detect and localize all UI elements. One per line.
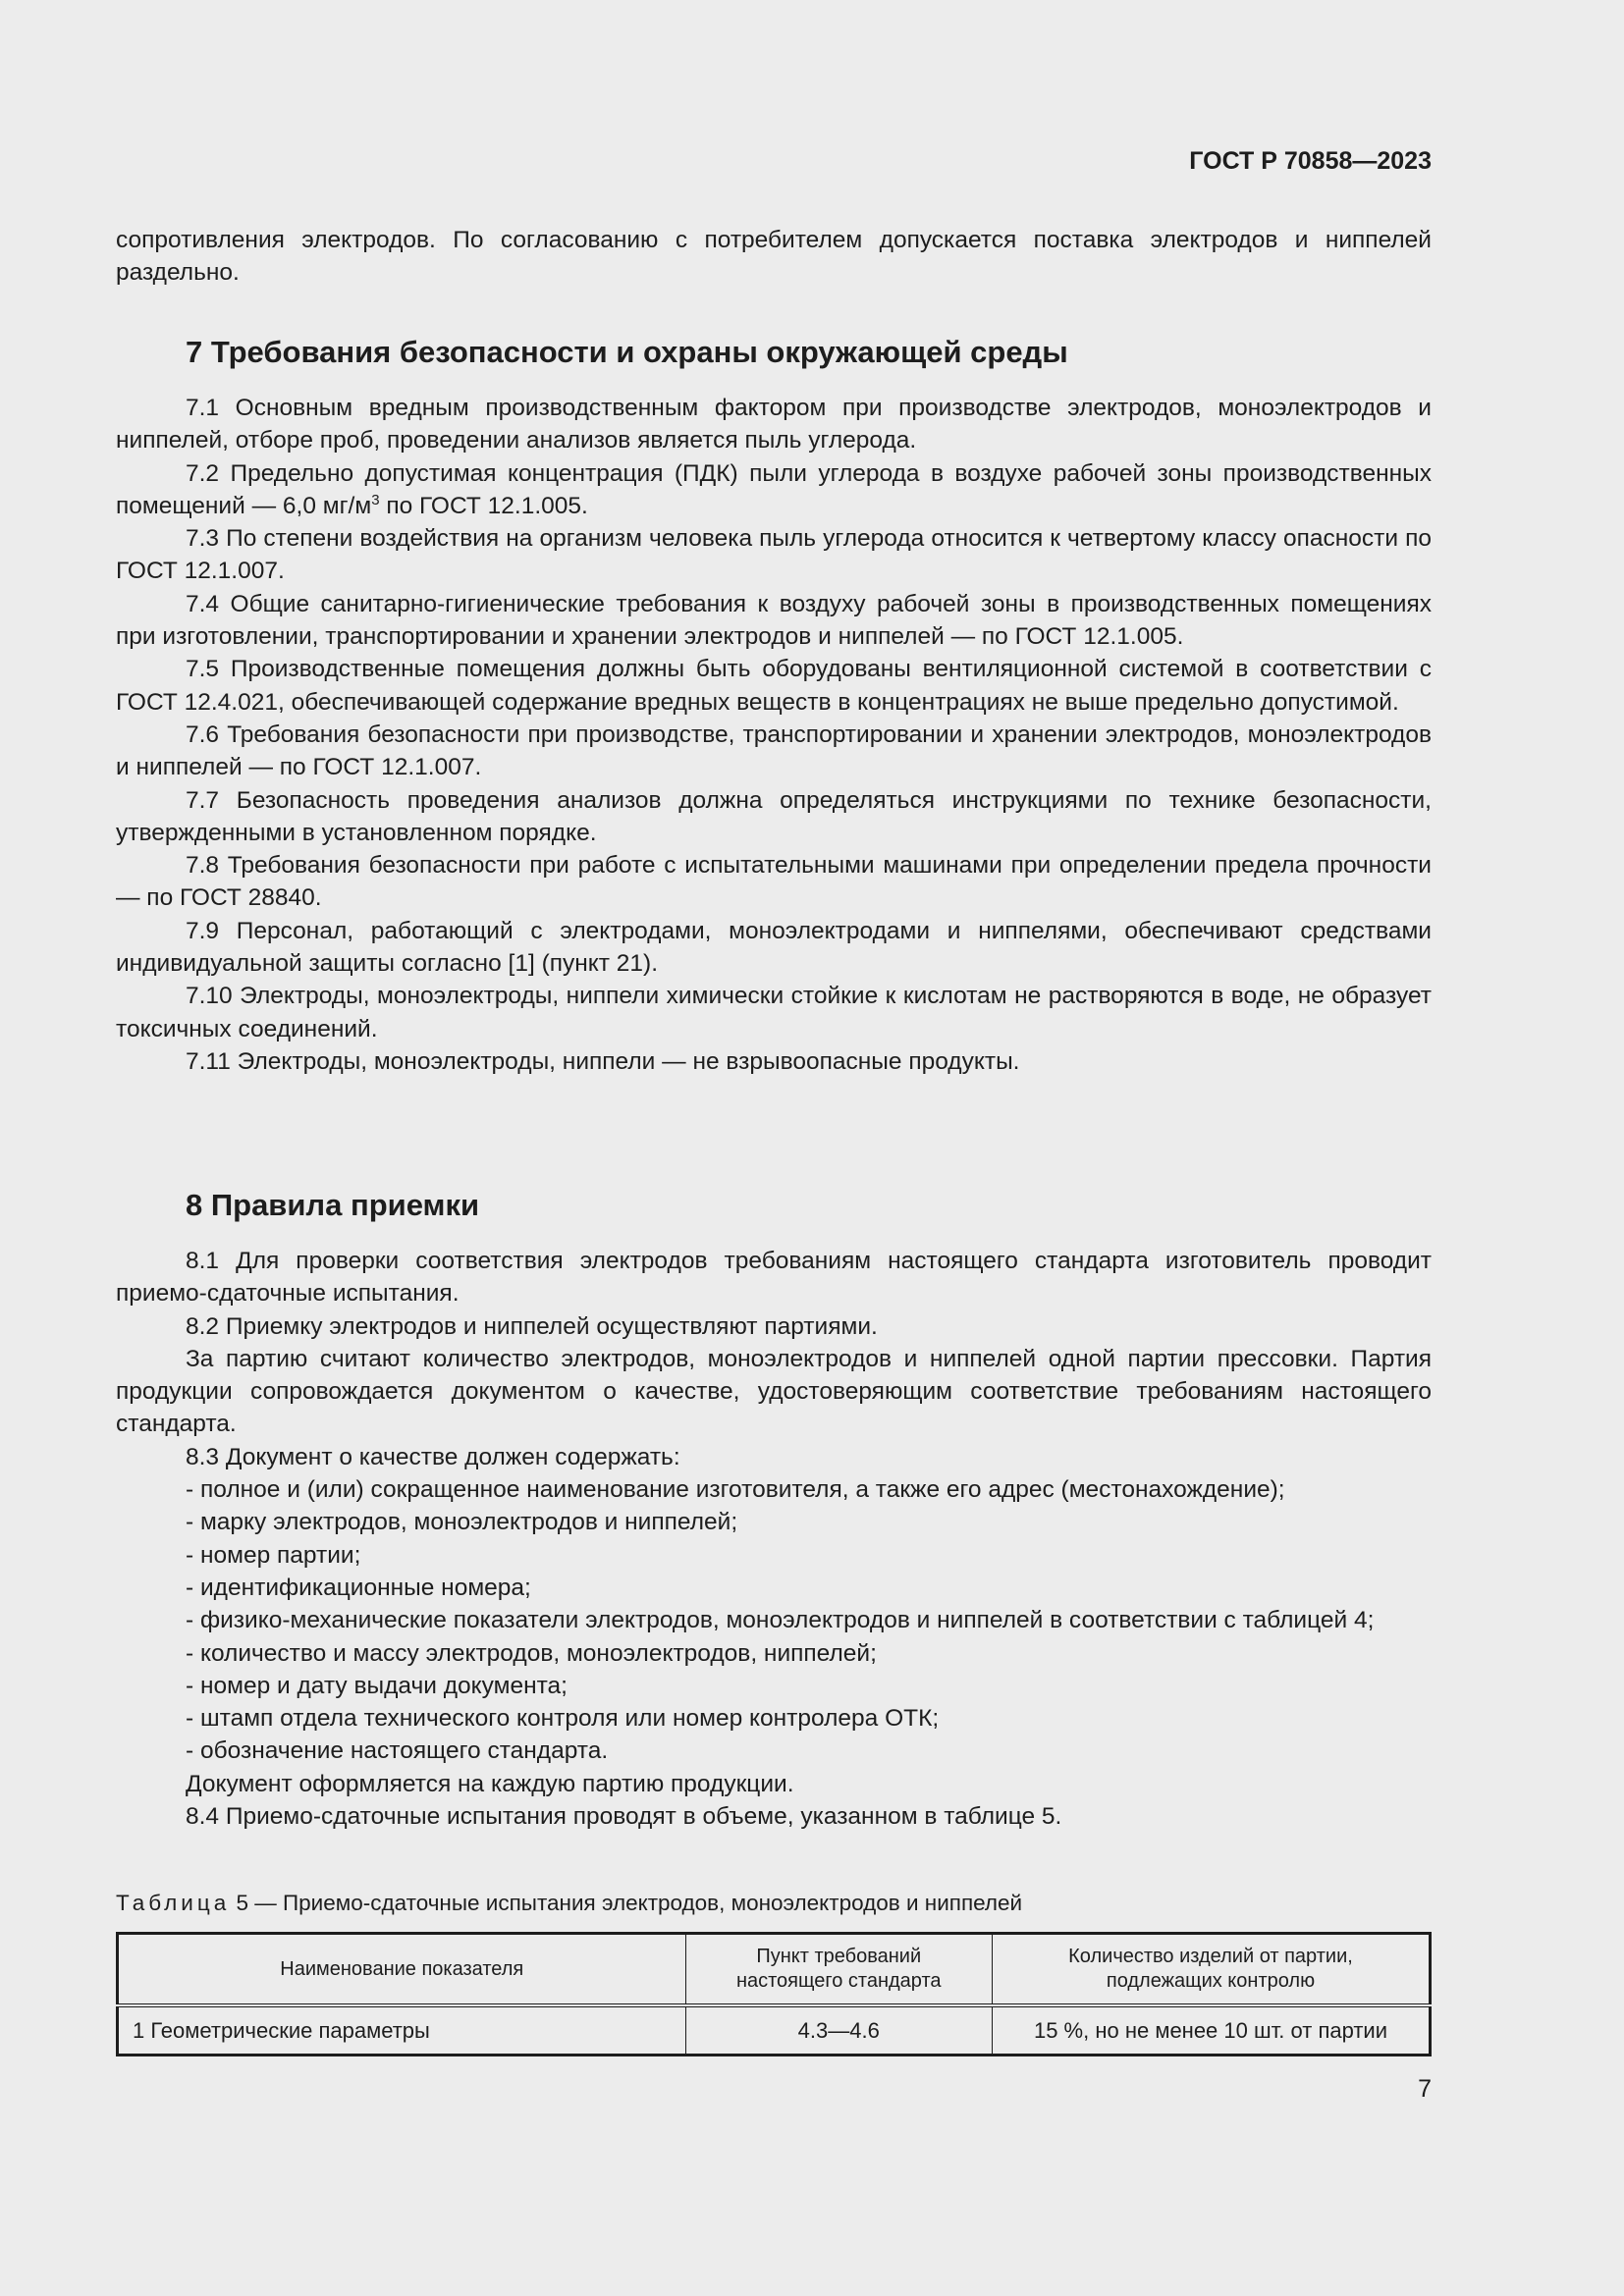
table-header-row — [118, 1934, 1431, 2006]
table-5-caption — [116, 1891, 1022, 1916]
para-7-11: 7.11 Электроды, моноэлектроды, ниппели — не взрывоопасные продукты. — [186, 1047, 1020, 1075]
para-8-3-document: Документ оформляется на каждую партию продукции. — [186, 1770, 794, 1797]
section-7-title: 7 Требования безопасности и охраны окружающей среды — [186, 335, 1068, 369]
para-7-1: 7.1 Основным вредным производственным фактором при производстве электродов, моноэлектродов и ниппелей, отборе проб, проведении анализов является пыль углерода. — [116, 395, 1432, 454]
section-7-body — [116, 392, 1432, 1078]
intro-paragraph: сопротивления электродов. По согласованию с потребителем допускается поставка электродов и ниппелей раздельно. — [116, 227, 1432, 287]
para-7-5: 7.5 Производственные помещения должны быть оборудованы вентиляционной системой в соответствии с ГОСТ 12.4.021, обеспечивающей содержание вредных веществ в концентрациях не выше предельно допустимой. — [116, 656, 1432, 716]
list-item: - штамп отдела технического контроля или номер контролера ОТК; — [186, 1705, 940, 1733]
list-item: - обозначение настоящего стандарта. — [186, 1737, 609, 1765]
para-7-2-text: 7.2 Предельно допустимая концентрация (ПДК) пыли углерода в воздухе рабочей зоны производственных помещений — 6,0 мг/м — [116, 459, 1432, 519]
para-8-2-lot: За партию считают количество электродов, моноэлектродов и ниппелей одной партии прессовки. Партия продукции сопровождается документом о качестве, удостоверяющим соответствие требованиям настоящего стандарта. — [116, 1345, 1432, 1438]
section-8-body — [116, 1245, 1432, 1833]
table-5 — [116, 1932, 1432, 2056]
list-item: - физико-механические показатели электродов, моноэлектродов и ниппелей в соответствии с таблицей 4; — [186, 1607, 1375, 1634]
para-7-4: 7.4 Общие санитарно-гигиенические требования к воздуху рабочей зоны в производственных помещениях при изготовлении, транспортировании и хранении электродов и ниппелей — по ГОСТ 12.1.005. — [116, 590, 1432, 651]
list-item: - номер партии; — [186, 1541, 361, 1569]
table-cell: 15 %, но не менее 10 шт. от партии — [992, 2005, 1430, 2056]
para-7-2-tail: по ГОСТ 12.1.005. — [379, 492, 588, 519]
para-7-6: 7.6 Требования безопасности при производстве, транспортировании и хранении электродов, моноэлектродов и ниппелей — по ГОСТ 12.1.007. — [116, 721, 1432, 781]
para-7-3: 7.3 По степени воздействия на организм человека пыль углерода относится к четвертому классу опасности по ГОСТ 12.1.007. — [116, 525, 1432, 585]
table-header-cell: Количество изделий от партии, подлежащих контролю — [992, 1934, 1430, 2006]
list-item: - идентификационные номера; — [186, 1574, 531, 1601]
para-8-3: 8.3 Документ о качестве должен содержать: — [186, 1443, 680, 1470]
para-8-1: 8.1 Для проверки соответствия электродов требованиям настоящего стандарта изготовитель проводит приемо-сдаточные испытания. — [116, 1248, 1432, 1308]
para-7-2 — [116, 457, 1432, 523]
table-header-cell: Наименование показателя — [118, 1934, 686, 2006]
table-caption-text: 5 — Приемо-сдаточные испытания электродов, моноэлектродов и ниппелей — [230, 1891, 1023, 1915]
table-header-cell: Пункт требований настоящего стандарта — [685, 1934, 992, 2006]
para-8-2: 8.2 Приемку электродов и ниппелей осуществляют партиями. — [186, 1312, 878, 1340]
page-number: 7 — [1418, 2075, 1432, 2103]
table-caption-label: Таблица — [116, 1891, 231, 1915]
list-item: - марку электродов, моноэлектродов и ниппелей; — [186, 1509, 738, 1536]
list-item: - номер и дату выдачи документа; — [186, 1672, 568, 1699]
section-8-title: 8 Правила приемки — [186, 1188, 480, 1222]
para-7-8: 7.8 Требования безопасности при работе с испытательными машинами при определении предела прочности — по ГОСТ 28840. — [116, 852, 1432, 912]
document-code: ГОСТ Р 70858—2023 — [1189, 147, 1432, 175]
para-7-10: 7.10 Электроды, моноэлектроды, ниппели химически стойкие к кислотам не растворяются в воде, не образует токсичных соединений. — [116, 983, 1432, 1042]
para-8-4: 8.4 Приемо-сдаточные испытания проводят в объеме, указанном в таблице 5. — [186, 1803, 1062, 1831]
table-cell: 1 Геометрические параметры — [118, 2005, 686, 2056]
list-item: - полное и (или) сокращенное наименование изготовителя, а также его адрес (местонахождение); — [186, 1476, 1285, 1504]
para-7-9: 7.9 Персонал, работающий с электродами, моноэлектродами и ниппелями, обеспечивают средствами индивидуальной защиты согласно [1] (пункт 21). — [116, 917, 1432, 978]
unit-superscript: 3 — [371, 491, 380, 508]
list-item: - количество и массу электродов, моноэлектродов, ниппелей; — [186, 1639, 877, 1667]
table-cell: 4.3—4.6 — [685, 2005, 992, 2056]
para-7-7: 7.7 Безопасность проведения анализов должна определяться инструкциями по технике безопасности, утвержденными в установленном порядке. — [116, 786, 1432, 846]
table-row — [118, 2005, 1431, 2056]
